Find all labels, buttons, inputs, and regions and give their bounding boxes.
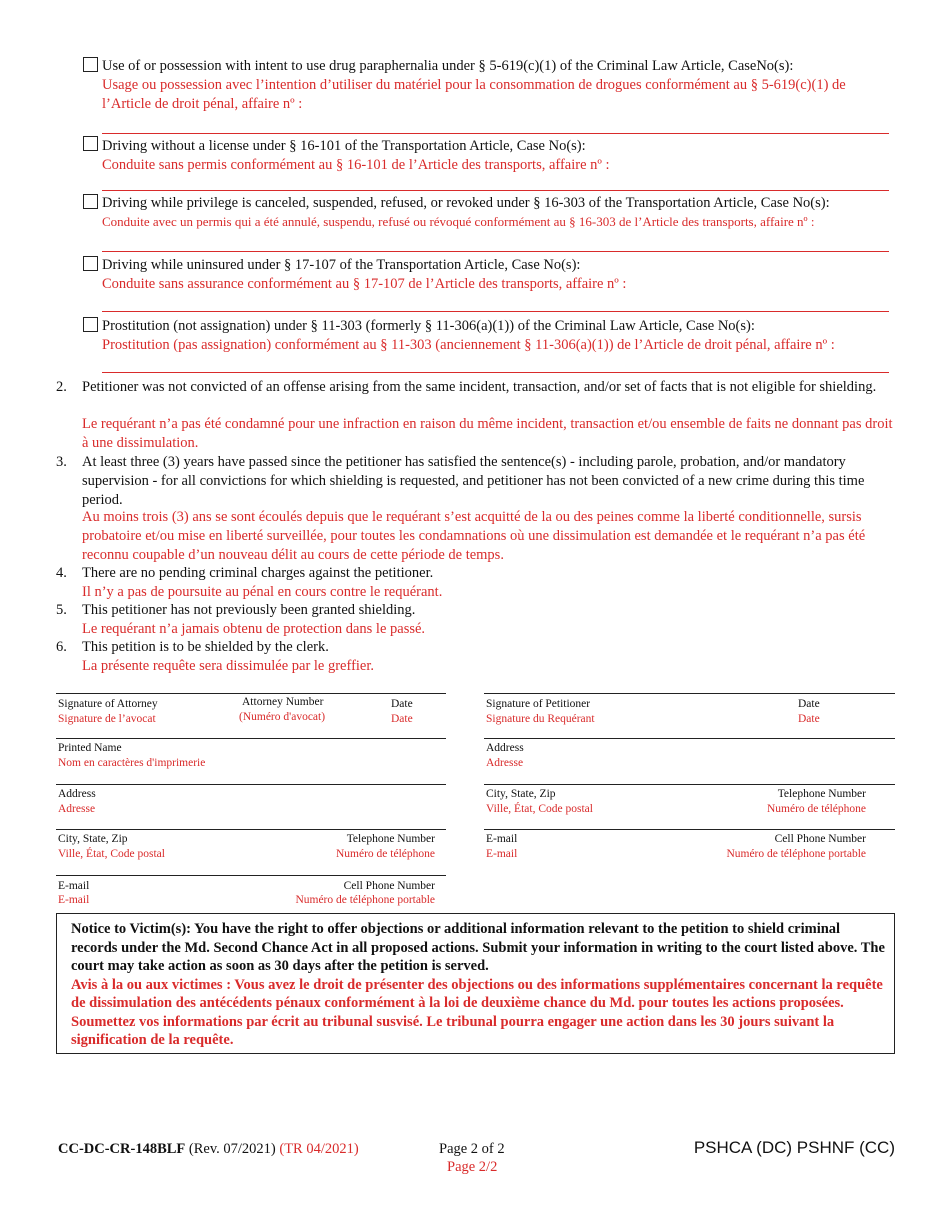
offense-checkbox-suspended[interactable] xyxy=(83,194,98,209)
offense-label-fr: Usage ou possession avec l’intention d’utiliser du matériel pour la consommation de drogues conformément au § 5-619(c)(1) de l’Article de droit pénal, affaire nº : xyxy=(102,77,846,112)
offense-label-fr: Prostitution (pas assignation) conformément au § 11-303 (anciennement § 11-306(a)(1)) de l’Article de droit pénal, affaire nº : xyxy=(102,337,835,353)
item-text-en: Petitioner was not convicted of an offense arising from the same incident, transaction, and/or set of facts that is not eligible for shielding. xyxy=(82,379,877,395)
petitioner-signature-line[interactable] xyxy=(484,693,895,694)
item-number: 2. xyxy=(56,379,67,395)
petitioner-address-label-fr: Adresse xyxy=(486,757,524,769)
victim-notice-en: Notice to Victim(s): You have the right to offer objections or additional information relevant to the petition to shield criminal records under the Md. Second Chance Act in all proposed actions. Submit your information in writing to the court listed above. The court may take action as soon as 30 days after the petition is served. xyxy=(71,921,885,974)
offense-label-en: Driving while uninsured under § 17-107 of the Transportation Article, Case No(s): xyxy=(102,257,581,273)
item-number: 4. xyxy=(56,565,67,581)
item-text-en: This petitioner has not previously been granted shielding. xyxy=(82,602,416,618)
attorney-signature-label-fr: Signature de l’avocat xyxy=(58,713,156,725)
offense-label-fr: Conduite avec un permis qui a été annulé, suspendu, refusé ou révoqué conformément au § 16-303 de l’Article des transports, affaire nº : xyxy=(102,214,815,229)
item-number: 3. xyxy=(56,454,67,470)
case-number-line[interactable] xyxy=(102,133,889,134)
attorney-city-line[interactable] xyxy=(56,829,446,830)
petitioner-cell-label-fr: Numéro de téléphone portable xyxy=(726,848,866,860)
petitioner-date-label: Date xyxy=(798,698,820,710)
attorney-cell-label: Cell Phone Number xyxy=(343,880,435,892)
attorney-city-label-fr: Ville, État, Code postal xyxy=(58,848,165,860)
form-translation-revision: (TR 04/2021) xyxy=(279,1141,359,1157)
attorney-cell-label-fr: Numéro de téléphone portable xyxy=(295,894,435,906)
offense-checkbox-prostitution[interactable] xyxy=(83,317,98,332)
printed-name-line[interactable] xyxy=(56,738,446,739)
item-text-fr: Le requérant n’a pas été condamné pour une infraction en raison du même incident, transaction et/ou ensemble de faits ne donnant pas droit à une dissimulation. xyxy=(82,416,893,451)
attorney-number-label-fr: (Numéro d'avocat) xyxy=(239,711,326,723)
petitioner-city-label-fr: Ville, État, Code postal xyxy=(486,803,593,815)
attorney-email-label-fr: E-mail xyxy=(58,894,90,906)
item-text-fr: Au moins trois (3) ans se sont écoulés depuis que le requérant s’est acquitté de la ou des peines comme la liberté conditionnelle, sursis probatoire et/ou mise en liberté surveillée, pour toutes les condamnations où une dissimulation est demandée et le requérant n’a pas été reconnu coupable d’un nouveau délit au cours de cette période de temps. xyxy=(82,509,866,563)
petitioner-telephone-label: Telephone Number xyxy=(777,788,866,800)
offense-label-fr: Conduite sans assurance conformément au § 17-107 de l’Article des transports, affaire nº : xyxy=(102,276,627,292)
attorney-city-label: City, State, Zip xyxy=(58,833,128,845)
attorney-address-line[interactable] xyxy=(56,784,446,785)
case-number-line[interactable] xyxy=(102,311,889,312)
petitioner-email-label: E-mail xyxy=(486,833,518,845)
attorney-address-label: Address xyxy=(58,788,96,800)
item-text-en: There are no pending criminal charges against the petitioner. xyxy=(82,565,434,581)
attorney-telephone-label-fr: Numéro de téléphone xyxy=(336,848,435,860)
page-number: Page 2 of 2 xyxy=(439,1141,505,1157)
petitioner-email-label-fr: E-mail xyxy=(486,848,518,860)
attorney-email-line[interactable] xyxy=(56,875,446,876)
offense-checkbox-uninsured[interactable] xyxy=(83,256,98,271)
offense-label-en: Prostitution (not assignation) under § 11-303 (formerly § 11-306(a)(1)) of the Criminal Law Article, Case No(s): xyxy=(102,318,755,334)
petitioner-city-line[interactable] xyxy=(484,784,895,785)
page-number-fr: Page 2/2 xyxy=(447,1159,498,1175)
attorney-address-label-fr: Adresse xyxy=(58,803,96,815)
attorney-date-label: Date xyxy=(391,698,413,710)
item-text-fr: Le requérant n’a jamais obtenu de protection dans le passé. xyxy=(82,621,426,637)
form-id: CC-DC-CR-148BLF xyxy=(58,1141,186,1157)
victim-notice-box xyxy=(56,913,895,1054)
form-revision: (Rev. 07/2021) xyxy=(188,1141,276,1157)
offense-label-en: Driving while privilege is canceled, suspended, refused, or revoked under § 16-303 of the Transportation Article, Case No(s): xyxy=(102,195,830,211)
attorney-number-label: Attorney Number xyxy=(242,696,324,708)
offense-label-en: Driving without a license under § 16-101 of the Transportation Article, Case No(s): xyxy=(102,138,586,154)
form-code: PSHCA (DC) PSHNF (CC) xyxy=(693,1138,895,1157)
item-text-en: At least three (3) years have passed since the petitioner has satisfied the sentence(s) - including parole, probation, and/or mandatory supervision - for all convictions for which shielding is requested, and petitioner has not been convicted of a new crime during this time period. xyxy=(82,454,865,508)
offense-checkbox-no-license[interactable] xyxy=(83,136,98,151)
case-number-line[interactable] xyxy=(102,251,889,252)
item-number: 5. xyxy=(56,602,67,618)
printed-name-label-fr: Nom en caractères d'imprimerie xyxy=(58,757,206,769)
petitioner-signature-label: Signature of Petitioner xyxy=(486,698,591,710)
printed-name-label: Printed Name xyxy=(58,742,122,754)
petitioner-address-line[interactable] xyxy=(484,738,895,739)
form-identifier xyxy=(58,1141,359,1158)
attorney-signature-line[interactable] xyxy=(56,693,446,694)
offense-label-fr: Conduite sans permis conformément au § 16-101 de l’Article des transports, affaire nº : xyxy=(102,157,610,173)
offense-checkbox-paraphernalia[interactable] xyxy=(83,57,98,72)
attorney-email-label: E-mail xyxy=(58,880,90,892)
petitioner-email-line[interactable] xyxy=(484,829,895,830)
petitioner-city-label: City, State, Zip xyxy=(486,788,556,800)
petitioner-address-label: Address xyxy=(486,742,524,754)
case-number-line[interactable] xyxy=(102,372,889,373)
attorney-telephone-label: Telephone Number xyxy=(346,833,435,845)
attorney-signature-label: Signature of Attorney xyxy=(58,698,158,710)
petitioner-date-label-fr: Date xyxy=(798,713,820,725)
offense-label-en: Use of or possession with intent to use drug paraphernalia under § 5-619(c)(1) of the Criminal Law Article, CaseNo(s): xyxy=(102,58,794,74)
petitioner-telephone-label-fr: Numéro de téléphone xyxy=(767,803,866,815)
item-number: 6. xyxy=(56,639,67,655)
case-number-line[interactable] xyxy=(102,190,889,191)
petitioner-signature-label-fr: Signature du Requérant xyxy=(486,713,595,725)
item-text-fr: Il n’y a pas de poursuite au pénal en cours contre le requérant. xyxy=(82,584,443,600)
petitioner-cell-label: Cell Phone Number xyxy=(774,833,866,845)
item-text-fr: La présente requête sera dissimulée par le greffier. xyxy=(82,658,375,674)
item-text-en: This petition is to be shielded by the clerk. xyxy=(82,639,329,655)
attorney-date-label-fr: Date xyxy=(391,713,413,725)
victim-notice-fr: Avis à la ou aux victimes : Vous avez le droit de présenter des objections ou des informations supplémentaires concernant la requête de dissimulation des antécédents pénaux conformément à la loi de deuxième chance du Md. pour toutes les actions proposées. Soumettez vos informations par écrit au tribunal susvisé. Le tribunal pourra engager une action dans les 30 jours suivant la signification de la requête. xyxy=(71,976,883,1048)
